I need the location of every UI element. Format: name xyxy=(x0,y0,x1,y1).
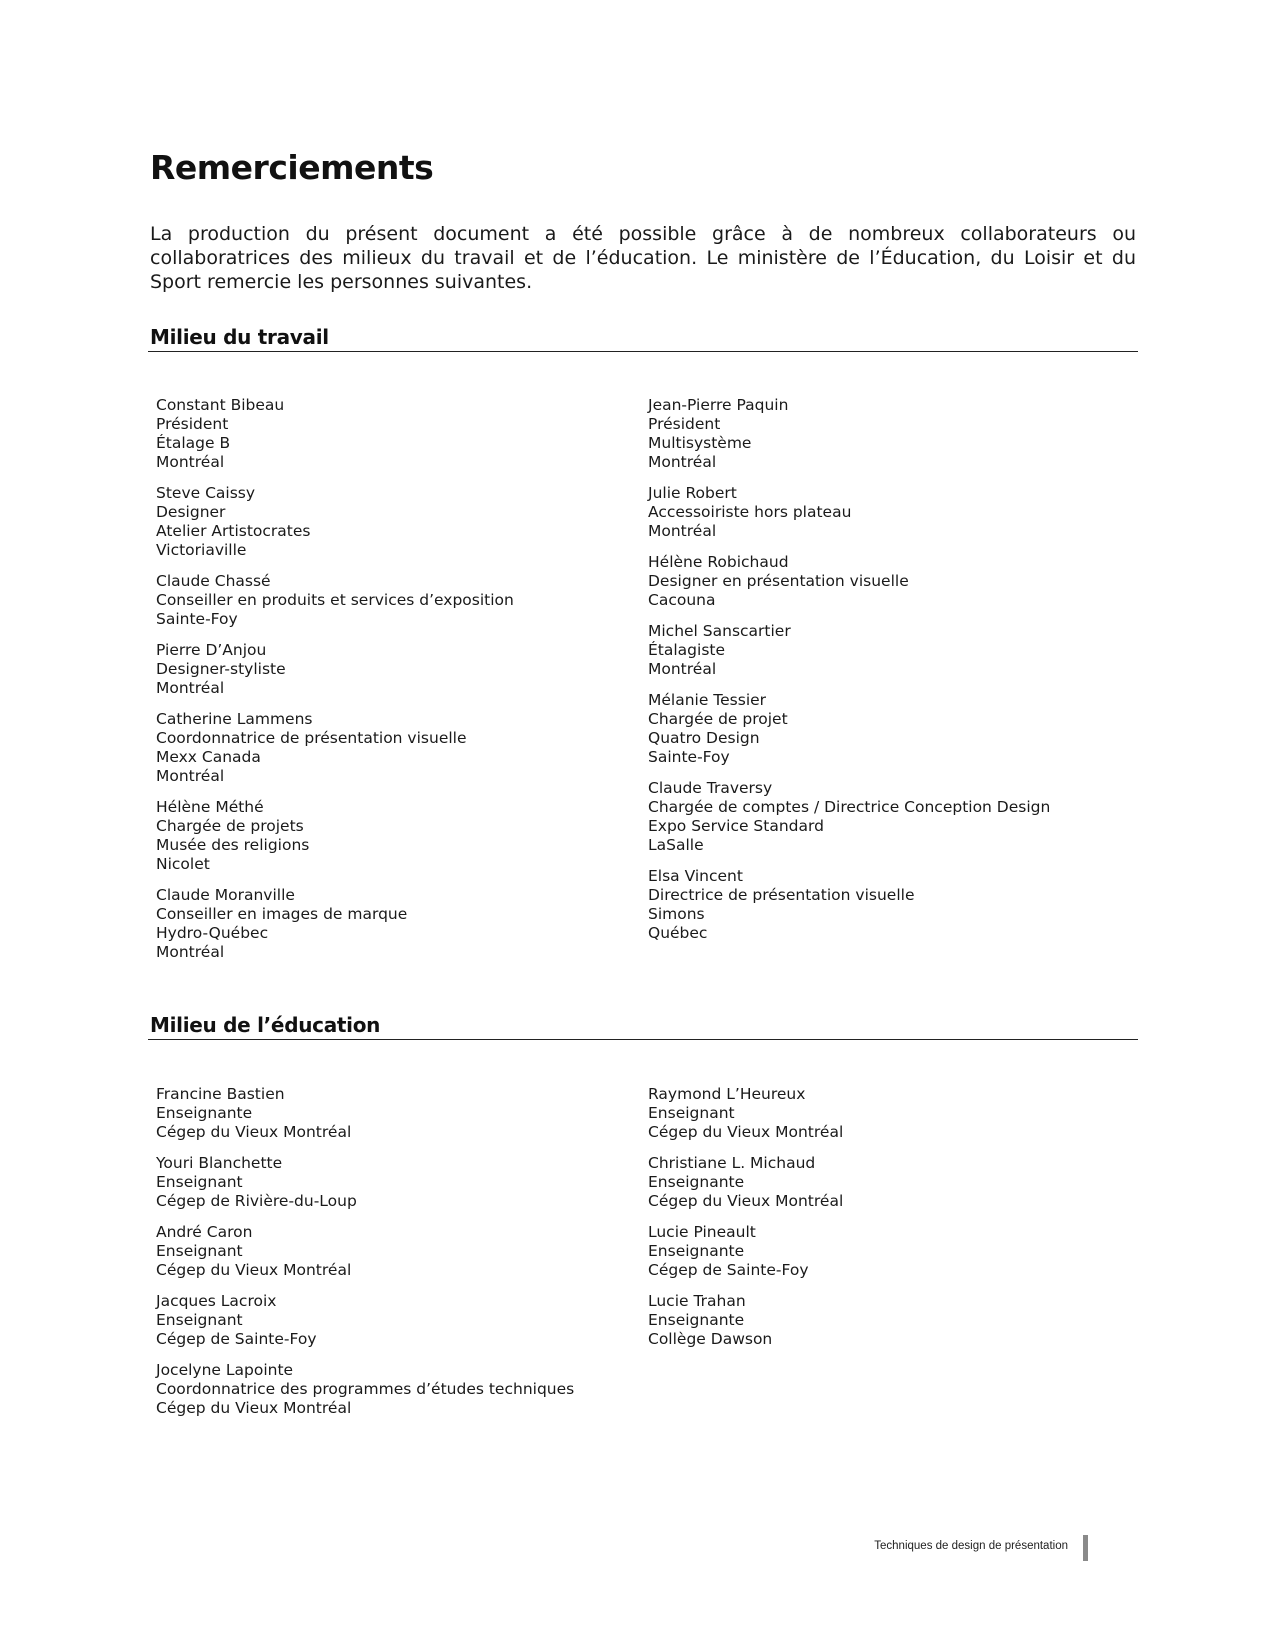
contributor-entry xyxy=(648,484,1128,541)
contributor-detail: Cacouna xyxy=(648,591,716,609)
contributor-detail: Cégep de Rivière-du-Loup xyxy=(156,1192,357,1210)
contributor-name: Christiane L. Michaud xyxy=(648,1154,816,1172)
contributor-detail: Sainte-Foy xyxy=(648,748,730,766)
contributor-name: Elsa Vincent xyxy=(648,867,743,885)
contributor-name: Claude Moranville xyxy=(156,886,295,904)
contributor-detail: Enseignante xyxy=(648,1173,745,1191)
contributor-entry xyxy=(648,691,1128,767)
contributor-detail: Montréal xyxy=(648,453,717,471)
contributor-entry xyxy=(156,798,636,874)
contributor-detail: Cégep de Sainte-Foy xyxy=(648,1261,809,1279)
contributor-detail: Chargée de projets xyxy=(156,817,304,835)
contributor-detail: Designer en présentation visuelle xyxy=(648,572,909,590)
contributor-entry xyxy=(648,622,1128,679)
contributor-entry xyxy=(156,1154,636,1211)
contributor-detail: Étalagiste xyxy=(648,641,726,659)
contributor-name: Claude Traversy xyxy=(648,779,773,797)
travail-right-column xyxy=(648,396,1128,955)
contributor-entry xyxy=(156,484,636,560)
page-footer xyxy=(840,1535,1090,1567)
contributor-detail: Cégep de Sainte-Foy xyxy=(156,1330,317,1348)
page-title: Remerciements xyxy=(150,148,434,187)
contributor-detail: Enseignante xyxy=(156,1104,253,1122)
contributor-detail: Atelier Artistocrates xyxy=(156,522,311,540)
contributor-detail: Conseiller en images de marque xyxy=(156,905,408,923)
contributor-detail: Hydro-Québec xyxy=(156,924,269,942)
section-title-education: Milieu de l’éducation xyxy=(150,1013,381,1037)
contributor-detail: Enseignant xyxy=(156,1311,243,1329)
contributor-entry xyxy=(648,1292,1128,1349)
contributor-entry xyxy=(648,553,1128,610)
contributor-entry xyxy=(648,396,1128,472)
contributor-detail: Quatro Design xyxy=(648,729,760,747)
education-right-column xyxy=(648,1085,1128,1361)
travail-left-column xyxy=(156,396,636,974)
contributor-detail: LaSalle xyxy=(648,836,704,854)
contributor-detail: Montréal xyxy=(648,522,717,540)
contributor-name: Michel Sanscartier xyxy=(648,622,791,640)
contributor-name: André Caron xyxy=(156,1223,253,1241)
contributor-detail: Président xyxy=(648,415,721,433)
contributor-entry xyxy=(156,641,636,698)
footer-marker-bar xyxy=(1083,1535,1088,1561)
contributor-detail: Coordonnatrice de présentation visuelle xyxy=(156,729,467,747)
contributor-name: Julie Robert xyxy=(648,484,737,502)
contributor-detail: Montréal xyxy=(156,767,225,785)
contributor-detail: Designer-styliste xyxy=(156,660,286,678)
contributor-detail: Québec xyxy=(648,924,708,942)
section-heading-travail xyxy=(148,325,1138,352)
contributor-detail: Enseignante xyxy=(648,1242,745,1260)
contributor-name: Youri Blanchette xyxy=(156,1154,283,1172)
contributor-entry xyxy=(156,1085,636,1142)
contributor-name: Constant Bibeau xyxy=(156,396,285,414)
contributor-detail: Cégep du Vieux Montréal xyxy=(156,1123,352,1141)
education-left-column xyxy=(156,1085,636,1430)
contributor-detail: Cégep du Vieux Montréal xyxy=(648,1192,844,1210)
contributor-detail: Coordonnatrice des programmes d’études techniques xyxy=(156,1380,575,1398)
contributor-entry xyxy=(156,1223,636,1280)
contributor-detail: Enseignant xyxy=(156,1242,243,1260)
contributor-detail: Nicolet xyxy=(156,855,210,873)
contributor-detail: Cégep du Vieux Montréal xyxy=(648,1123,844,1141)
contributor-name: Francine Bastien xyxy=(156,1085,285,1103)
footer-title: Techniques de design de présentation xyxy=(874,1540,1068,1552)
contributor-name: Pierre D’Anjou xyxy=(156,641,267,659)
contributor-entry xyxy=(156,1361,636,1418)
section-heading-education xyxy=(148,1013,1138,1040)
contributor-entry xyxy=(648,1085,1128,1142)
contributor-entry xyxy=(648,779,1128,855)
contributor-entry xyxy=(648,867,1128,943)
contributor-entry xyxy=(156,1292,636,1349)
contributor-detail: Enseignante xyxy=(648,1311,745,1329)
contributor-name: Lucie Pineault xyxy=(648,1223,756,1241)
contributor-detail: Collège Dawson xyxy=(648,1330,773,1348)
contributor-name: Mélanie Tessier xyxy=(648,691,767,709)
contributor-name: Hélène Méthé xyxy=(156,798,264,816)
contributor-entry xyxy=(156,886,636,962)
contributor-entry xyxy=(648,1154,1128,1211)
contributor-detail: Président xyxy=(156,415,229,433)
contributor-name: Jocelyne Lapointe xyxy=(156,1361,294,1379)
contributor-detail: Mexx Canada xyxy=(156,748,261,766)
contributor-detail: Multisystème xyxy=(648,434,752,452)
contributor-detail: Montréal xyxy=(156,943,225,961)
contributor-entry xyxy=(156,396,636,472)
contributor-detail: Cégep du Vieux Montréal xyxy=(156,1399,352,1417)
contributor-detail: Enseignant xyxy=(648,1104,735,1122)
contributor-detail: Directrice de présentation visuelle xyxy=(648,886,915,904)
contributor-detail: Cégep du Vieux Montréal xyxy=(156,1261,352,1279)
contributor-name: Hélène Robichaud xyxy=(648,553,789,571)
contributor-name: Claude Chassé xyxy=(156,572,271,590)
section-title-travail: Milieu du travail xyxy=(150,325,329,349)
contributor-detail: Sainte-Foy xyxy=(156,610,238,628)
contributor-detail: Victoriaville xyxy=(156,541,247,559)
contributor-detail: Designer xyxy=(156,503,226,521)
contributor-detail: Chargée de comptes / Directrice Conception Design xyxy=(648,798,1051,816)
intro-paragraph: La production du présent document a été possible grâce à de nombreux collaborateurs ou collaboratrices des milieux du travail et de l’éducation. Le ministère de l’Éducation, du Loisir et du Sport remercie les personnes suivantes. xyxy=(150,223,1136,293)
contributor-name: Steve Caissy xyxy=(156,484,256,502)
contributor-entry xyxy=(648,1223,1128,1280)
contributor-name: Catherine Lammens xyxy=(156,710,313,728)
contributor-detail: Simons xyxy=(648,905,705,923)
contributor-detail: Musée des religions xyxy=(156,836,310,854)
contributor-detail: Enseignant xyxy=(156,1173,243,1191)
contributor-detail: Chargée de projet xyxy=(648,710,788,728)
contributor-detail: Montréal xyxy=(156,453,225,471)
contributor-name: Jean-Pierre Paquin xyxy=(648,396,789,414)
contributor-name: Lucie Trahan xyxy=(648,1292,746,1310)
contributor-entry xyxy=(156,710,636,786)
contributor-name: Jacques Lacroix xyxy=(156,1292,277,1310)
contributor-name: Raymond L’Heureux xyxy=(648,1085,806,1103)
contributor-detail: Étalage B xyxy=(156,434,231,452)
contributor-detail: Expo Service Standard xyxy=(648,817,824,835)
contributor-detail: Conseiller en produits et services d’exposition xyxy=(156,591,514,609)
contributor-detail: Montréal xyxy=(648,660,717,678)
contributor-detail: Montréal xyxy=(156,679,225,697)
contributor-entry xyxy=(156,572,636,629)
contributor-detail: Accessoiriste hors plateau xyxy=(648,503,852,521)
